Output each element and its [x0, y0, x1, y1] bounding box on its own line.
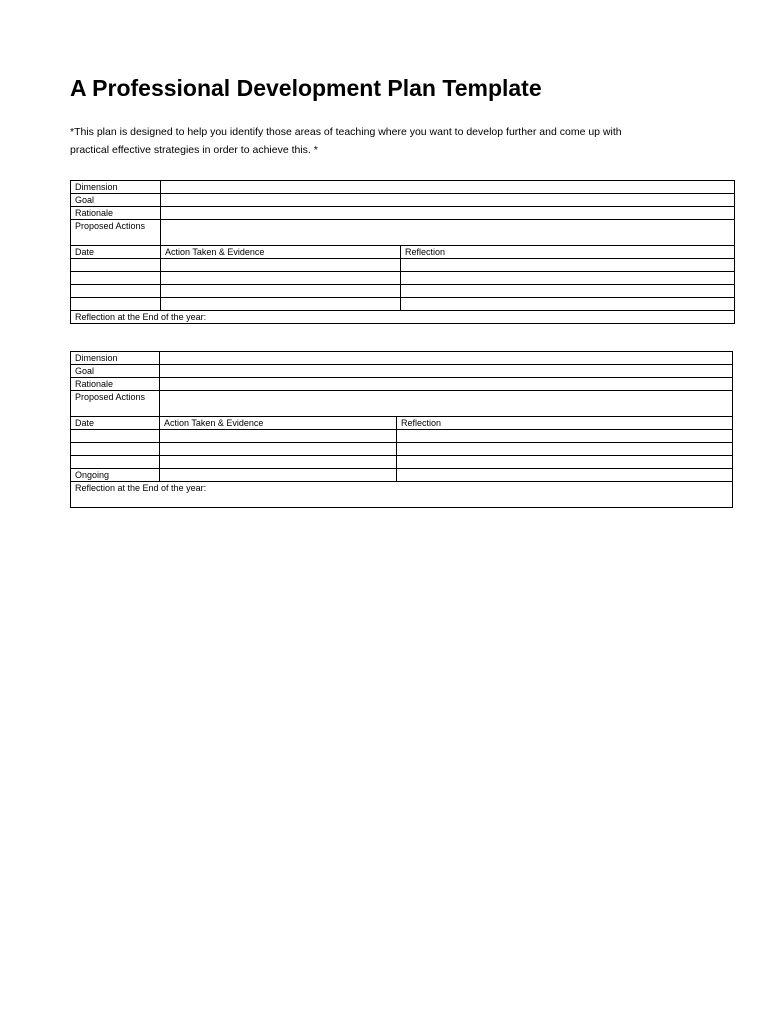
action-column-header: Action Taken & Evidence: [160, 417, 397, 430]
plan-table-2: [70, 351, 733, 508]
date-cell[interactable]: [71, 456, 160, 469]
goal-field[interactable]: [161, 194, 735, 207]
proposed-actions-label: Proposed Actions: [71, 391, 160, 417]
table-row: [71, 285, 735, 298]
rationale-row: [71, 378, 733, 391]
table-row: [71, 443, 733, 456]
reflection-cell[interactable]: [397, 430, 733, 443]
rationale-row: [71, 207, 735, 220]
action-cell[interactable]: [160, 456, 397, 469]
table-row: [71, 430, 733, 443]
proposed-actions-field[interactable]: [160, 391, 733, 417]
ongoing-row: [71, 469, 733, 482]
action-cell[interactable]: [160, 443, 397, 456]
end-reflection-field[interactable]: [71, 482, 733, 508]
reflection-cell[interactable]: [401, 298, 735, 311]
reflection-cell[interactable]: [397, 443, 733, 456]
action-cell[interactable]: [161, 298, 401, 311]
goal-field[interactable]: [160, 365, 733, 378]
reflection-cell[interactable]: [397, 456, 733, 469]
dimension-label: Dimension: [71, 352, 160, 365]
proposed-actions-row: [71, 391, 733, 417]
dimension-row: [71, 352, 733, 365]
rationale-label: Rationale: [71, 378, 160, 391]
reflection-cell[interactable]: [401, 285, 735, 298]
intro-line-1: *This plan is designed to help you identify those areas of teaching where you want to develop further and come up with: [70, 126, 622, 138]
column-header-row: [71, 246, 735, 259]
dimension-row: [71, 181, 735, 194]
intro-text: [70, 123, 720, 159]
reflection-cell[interactable]: [401, 272, 735, 285]
action-cell[interactable]: [161, 272, 401, 285]
date-cell[interactable]: [71, 298, 161, 311]
end-reflection-label: Reflection at the End of the year:: [75, 483, 207, 493]
goal-row: [71, 194, 735, 207]
reflection-cell[interactable]: [401, 259, 735, 272]
date-column-header: Date: [71, 417, 160, 430]
action-cell[interactable]: [160, 469, 397, 482]
action-column-header: Action Taken & Evidence: [161, 246, 401, 259]
action-cell[interactable]: [161, 259, 401, 272]
rationale-field[interactable]: [161, 207, 735, 220]
proposed-actions-field[interactable]: [161, 220, 735, 246]
ongoing-label: Ongoing: [71, 469, 160, 482]
date-cell[interactable]: [71, 259, 161, 272]
page-title: A Professional Development Plan Template: [70, 75, 542, 101]
goal-label: Goal: [71, 194, 161, 207]
date-cell[interactable]: [71, 430, 160, 443]
action-cell[interactable]: [161, 285, 401, 298]
date-cell[interactable]: [71, 272, 161, 285]
date-column-header: Date: [71, 246, 161, 259]
table-row: [71, 456, 733, 469]
proposed-actions-row: [71, 220, 735, 246]
date-cell[interactable]: [71, 285, 161, 298]
date-cell[interactable]: [71, 443, 160, 456]
plan-table-1: [70, 180, 735, 324]
table-row: [71, 272, 735, 285]
table-row: [71, 298, 735, 311]
reflection-column-header: Reflection: [401, 246, 735, 259]
dimension-field[interactable]: [160, 352, 733, 365]
dimension-label: Dimension: [71, 181, 161, 194]
dimension-field[interactable]: [161, 181, 735, 194]
reflection-cell[interactable]: [397, 469, 733, 482]
end-reflection-row: [71, 311, 735, 324]
end-reflection-field[interactable]: [71, 311, 735, 324]
end-reflection-label: Reflection at the End of the year:: [75, 312, 207, 322]
reflection-column-header: Reflection: [397, 417, 733, 430]
intro-line-2: practical effective strategies in order to achieve this. *: [70, 144, 318, 156]
column-header-row: [71, 417, 733, 430]
goal-label: Goal: [71, 365, 160, 378]
rationale-label: Rationale: [71, 207, 161, 220]
action-cell[interactable]: [160, 430, 397, 443]
goal-row: [71, 365, 733, 378]
rationale-field[interactable]: [160, 378, 733, 391]
end-reflection-row: [71, 482, 733, 508]
proposed-actions-label: Proposed Actions: [71, 220, 161, 246]
table-row: [71, 259, 735, 272]
